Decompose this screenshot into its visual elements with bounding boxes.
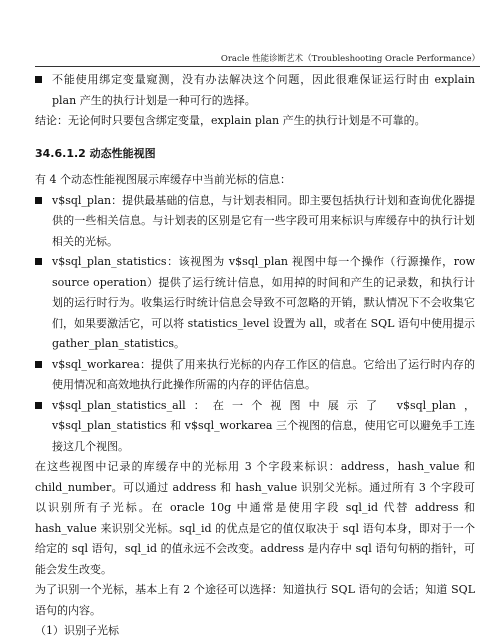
- header-rule: [35, 66, 480, 67]
- bullet-text: v$sql_plan_statistics：该视图为 v$sql_plan 视图中每一个操作（行源操作，row source operation）提供了运行统计信息，如用掉的时间和产生的记录数，和执行计划的运行时行为。收集运行时统计信息会导致不可忽略的开销，默认情况下不会收集它们，如果要激活它，可以将 statistics_level 设置为 all，或者在 SQL 语句中使用提示 gather_plan_statistics。: [52, 255, 475, 350]
- square-bullet-icon: [35, 76, 42, 83]
- bullet-item-sql-plan: [35, 191, 475, 253]
- bullet-text: v$sql_workarea：提供了用来执行光标的内存工作区的信息。它给出了运行时内存的使用情况和高效地执行此操作所需的内存的评估信息。: [52, 357, 475, 391]
- bullet-text: 不能使用绑定变量窥测，没有办法解决这个问题，因此很难保证运行时由 explain plan 产生的执行计划是一种可行的选择。: [52, 73, 475, 107]
- intro-paragraph: 有 4 个动态性能视图展示库缓存中当前光标的信息：: [35, 173, 291, 186]
- square-bullet-icon: [35, 361, 42, 368]
- ways-paragraph: 为了识别一个光标，基本上有 2 个途径可以选择：知道执行 SQL 语句的会话；知道 SQL 语句的内容。: [35, 583, 475, 617]
- identify-cursor-paragraph: 在这些视图中记录的库缓存中的光标用 3 个字段来标识：address，hash_value 和 child_number。可以通过 address 和 hash_value 识别父光标。通过所有 3 个字段可以识别所有子光标。在 oracle 10g 中通常是使用字段 sql_id 代替 address 和 hash_value 来识别父光标。sql_id 的优点是它的值仅取决于 sql 语句本身，即对于一个给定的 sql 语句，sql_id 的值永远不会改变。address 是内存中 sql 语句句柄的指针，可能会发生改变。: [35, 460, 475, 576]
- square-bullet-icon: [35, 197, 42, 204]
- bullet-item-sql-plan-statistics-all: [35, 396, 475, 458]
- running-header: Oracle 性能诊断艺术（Troubleshooting Oracle Performance）: [220, 54, 480, 64]
- section-heading: 34.6.1.2 动态性能视图: [35, 146, 156, 160]
- bullet-item-previous: [35, 70, 475, 111]
- page-content: [35, 70, 475, 642]
- bullet-item-sql-workarea: [35, 355, 475, 396]
- square-bullet-icon: [35, 258, 42, 265]
- bullet-text: v$sql_plan：提供最基础的信息，与计划表相同。即主要包括执行计划和查询优化器提供的一些相关信息。与计划表的区别是它有一些字段可用来标识与库缓存中的执行计划相关的光标。: [52, 193, 475, 248]
- conclusion-paragraph: 结论：无论何时只要包含绑定变量，explain plan 产生的执行计划是不可靠的。: [35, 114, 426, 127]
- square-bullet-icon: [35, 402, 42, 409]
- bullet-text: v$sql_plan_statistics_all：在一个视图中展示了 v$sql_plan，v$sql_plan_statistics 和 v$sql_workarea 三个视图的信息，使用它可以避免手工连接这几个视图。: [52, 398, 475, 453]
- bullet-item-sql-plan-statistics: [35, 252, 475, 355]
- sub-item-heading: （1）识别子光标: [35, 624, 119, 637]
